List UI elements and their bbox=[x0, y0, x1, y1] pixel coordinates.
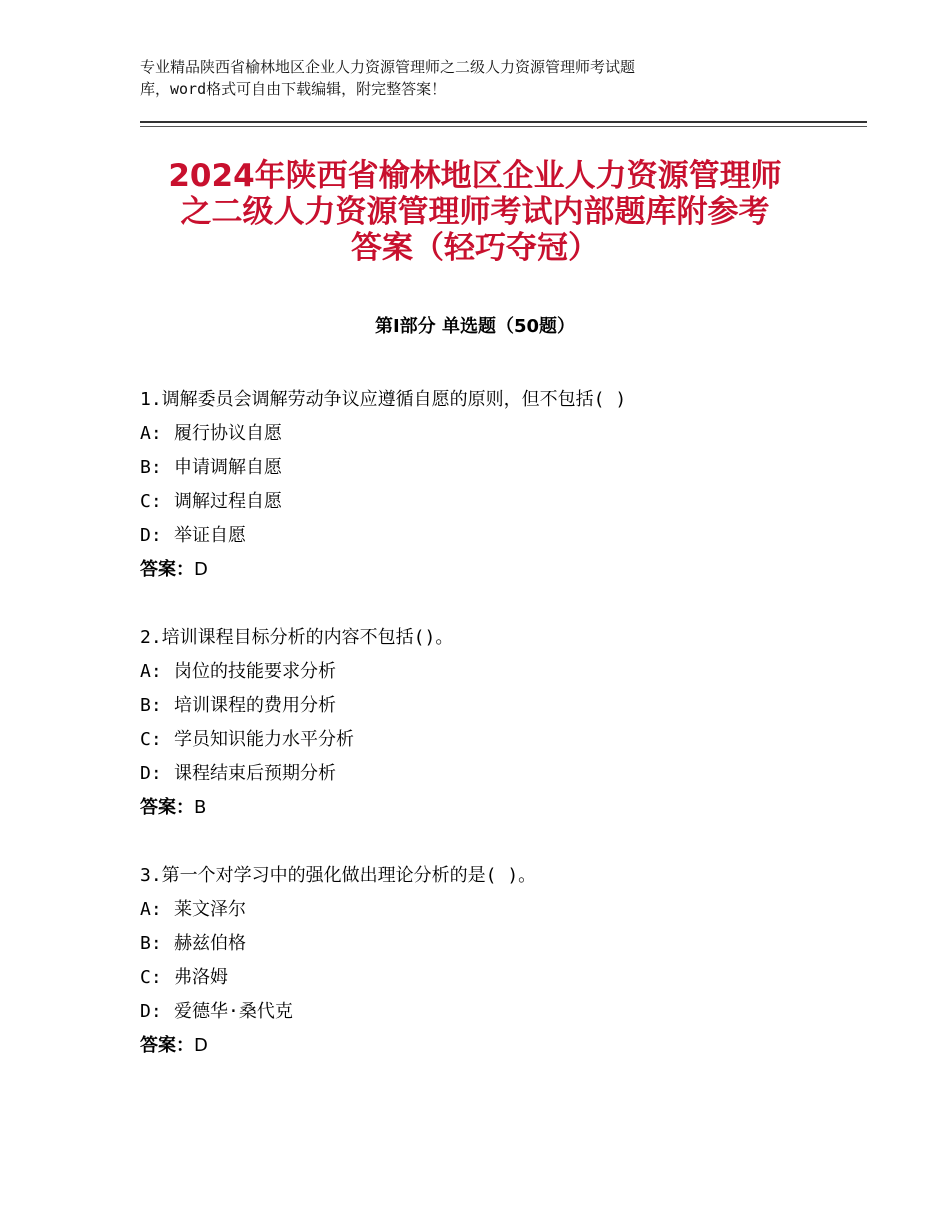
answer-label: 答案： bbox=[140, 559, 194, 580]
option-a bbox=[140, 655, 860, 689]
option-key: D: bbox=[140, 525, 162, 546]
question-text: 2.培训课程目标分析的内容不包括()。 bbox=[140, 627, 454, 648]
question-list bbox=[140, 383, 860, 1097]
option-text: 申请调解自愿 bbox=[174, 457, 282, 478]
option-key: B: bbox=[140, 933, 162, 954]
option-d bbox=[140, 757, 860, 791]
option-c bbox=[140, 485, 860, 519]
option-text: 履行协议自愿 bbox=[174, 423, 282, 444]
answer-line bbox=[140, 791, 860, 825]
question-item bbox=[140, 621, 860, 825]
option-key: C: bbox=[140, 491, 162, 512]
question-text: 3.第一个对学习中的强化做出理论分析的是( )。 bbox=[140, 865, 537, 886]
document-title-line-1: 2024年陕西省榆林地区企业人力资源管理师 bbox=[168, 158, 782, 194]
answer-label: 答案： bbox=[140, 1035, 194, 1056]
header-divider-thick bbox=[140, 121, 867, 123]
option-c bbox=[140, 723, 860, 757]
answer-value: D bbox=[194, 559, 208, 580]
answer-line bbox=[140, 1029, 860, 1063]
option-d bbox=[140, 519, 860, 553]
option-text: 学员知识能力水平分析 bbox=[174, 729, 354, 750]
section-title: 第Ⅰ部分 单选题（50题） bbox=[374, 316, 575, 337]
option-key: C: bbox=[140, 967, 162, 988]
option-d bbox=[140, 995, 860, 1029]
answer-value: B bbox=[194, 797, 207, 818]
option-key: D: bbox=[140, 763, 162, 784]
option-a bbox=[140, 893, 860, 927]
option-b bbox=[140, 451, 860, 485]
header-note bbox=[140, 56, 790, 100]
option-key: D: bbox=[140, 1001, 162, 1022]
question-item bbox=[140, 859, 860, 1063]
answer-value: D bbox=[194, 1035, 208, 1056]
option-text: 赫兹伯格 bbox=[174, 933, 246, 954]
option-text: 培训课程的费用分析 bbox=[174, 695, 336, 716]
option-key: B: bbox=[140, 457, 162, 478]
option-key: A: bbox=[140, 899, 162, 920]
document-title bbox=[120, 158, 830, 266]
option-text: 举证自愿 bbox=[174, 525, 246, 546]
option-key: B: bbox=[140, 695, 162, 716]
document-title-line-2: 之二级人力资源管理师考试内部题库附参考 bbox=[180, 194, 770, 230]
header-divider-thin bbox=[140, 126, 867, 127]
question-item bbox=[140, 383, 860, 587]
header-note-line-1: 专业精品陕西省榆林地区企业人力资源管理师之二级人力资源管理师考试题 bbox=[140, 58, 636, 76]
answer-line bbox=[140, 553, 860, 587]
option-text: 课程结束后预期分析 bbox=[174, 763, 336, 784]
option-text: 莱文泽尔 bbox=[174, 899, 246, 920]
option-text: 调解过程自愿 bbox=[174, 491, 282, 512]
option-key: C: bbox=[140, 729, 162, 750]
option-b bbox=[140, 689, 860, 723]
answer-label: 答案： bbox=[140, 797, 194, 818]
option-c bbox=[140, 961, 860, 995]
option-key: A: bbox=[140, 423, 162, 444]
header-note-line-2: 库，word格式可自由下载编辑，附完整答案！ bbox=[140, 80, 447, 98]
option-key: A: bbox=[140, 661, 162, 682]
option-b bbox=[140, 927, 860, 961]
option-text: 岗位的技能要求分析 bbox=[174, 661, 336, 682]
option-a bbox=[140, 417, 860, 451]
option-text: 爱德华·桑代克 bbox=[174, 1001, 293, 1022]
document-title-line-3: 答案（轻巧夺冠） bbox=[351, 230, 599, 266]
option-text: 弗洛姆 bbox=[174, 967, 228, 988]
question-text: 1.调解委员会调解劳动争议应遵循自愿的原则，但不包括( ) bbox=[140, 389, 627, 410]
